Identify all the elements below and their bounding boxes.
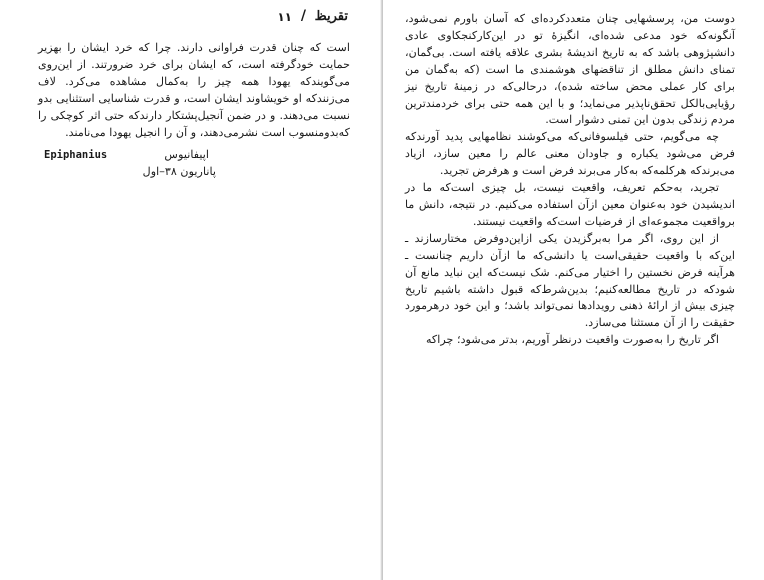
signature-name-persian: اپیفانیوس	[164, 148, 209, 161]
paragraph: دوست من، پرسشهایی چنان متعددکرده‌ای که آسان باورم نمی‌شود، آنگونه‌که خود مدعی شده‌ای، انگیزهٔ تو در این‌کارکنجکاوی عادی دانشپژوهی باشد که به تاریخ اندیشهٔ بشری علاقه یافته است. بی‌گمان، تمنای دانش مطلق از تناقضهای هوشمندی ما است (که به‌گمان من برای کار عملی محض ساخته شده)، درحالی‌که در زمینهٔ تاریخ نیز رؤیایی‌بالکل تحقق‌ناپذیر می‌نماید؛ و با این همه حتی برای خردمندترین مردم زندگی بدون این تمنی دشوار است.	[405, 12, 735, 127]
left-page	[0, 0, 381, 580]
left-page-text	[38, 40, 350, 141]
paragraph: است که چنان قدرت فراوانی دارند. چرا که خرد ایشان را بهزیر حمایت خودگرفته است، که ایشان برای خرد ضرورتند. از این‌روی می‌گویندکه یهودا همه چیز را به‌کمال مشاهده می‌کرد. لاف می‌زنندکه او خویشاوند ایشان است، و قدرت شناسایی استثنایی بدو نسبت می‌دهند. و در ضمن آنجیل‌پشتکار دارندکه حتی اثر کوچکی را که‌بدومنسوب است نشرمی‌دهند، و آن را انجیل یهودا می‌نامند.	[38, 41, 350, 139]
paragraph: تجرید، به‌حکم تعریف، واقعیت نیست، بل چیزی است‌که ما در اندیشیدن خود به‌عنوان معین ازآن استفاده می‌کنیم. در نتیجه، دانش ما برواقعیت مجموعه‌ای از فرضیات است‌که واقعیت نیستند.	[405, 181, 735, 228]
paragraph: از این روی، اگر مرا به‌برگزیدن یکی ازاین‌دوفرض مختارسازند ـ این‌که با واقعیت حقیقی‌است یا دانشی‌که ما ازآن داریم چنانست ـ هرآینه فرض نخستین را اختیار می‌کنم. شک نیست‌که این نباید مانع آن شودکه در تاریخ مطالعه‌کنیم؛ بدین‌شرط‌که قبول داشته باشیم تاریخ چیزی بیش از ارائهٔ ذهنی رویدادها نمی‌تواند باشد؛ و این خود درهرمورد حقیقت را از آن مستثنا می‌سازد.	[405, 231, 735, 330]
signature-name-latin: Epiphanius	[44, 149, 108, 161]
signature-reference: پاناریون ۳۸–اول	[142, 165, 216, 178]
right-page	[383, 0, 764, 580]
paragraph: چه می‌گویم، حتی فیلسوفانی‌که می‌کوشند نظامهایی پدید آورندکه فرض می‌شود یکباره و جاودان معنی عالم را معین سازد، ازیاد می‌برندکه هرکلمه‌که به‌کار می‌برند فرض است و هرفرض تجرید.	[405, 130, 735, 178]
signature-author	[44, 148, 284, 166]
paragraph: اگر تاریخ را به‌صورت واقعیت درنظر آوریم، بدتر می‌شود؛ چراکه	[425, 333, 719, 347]
running-head-title: تقریظ	[314, 9, 348, 24]
running-head	[38, 9, 348, 29]
page-number: ۱۱	[277, 10, 292, 24]
right-page-text	[405, 11, 735, 349]
running-head-separator: /	[300, 8, 306, 24]
